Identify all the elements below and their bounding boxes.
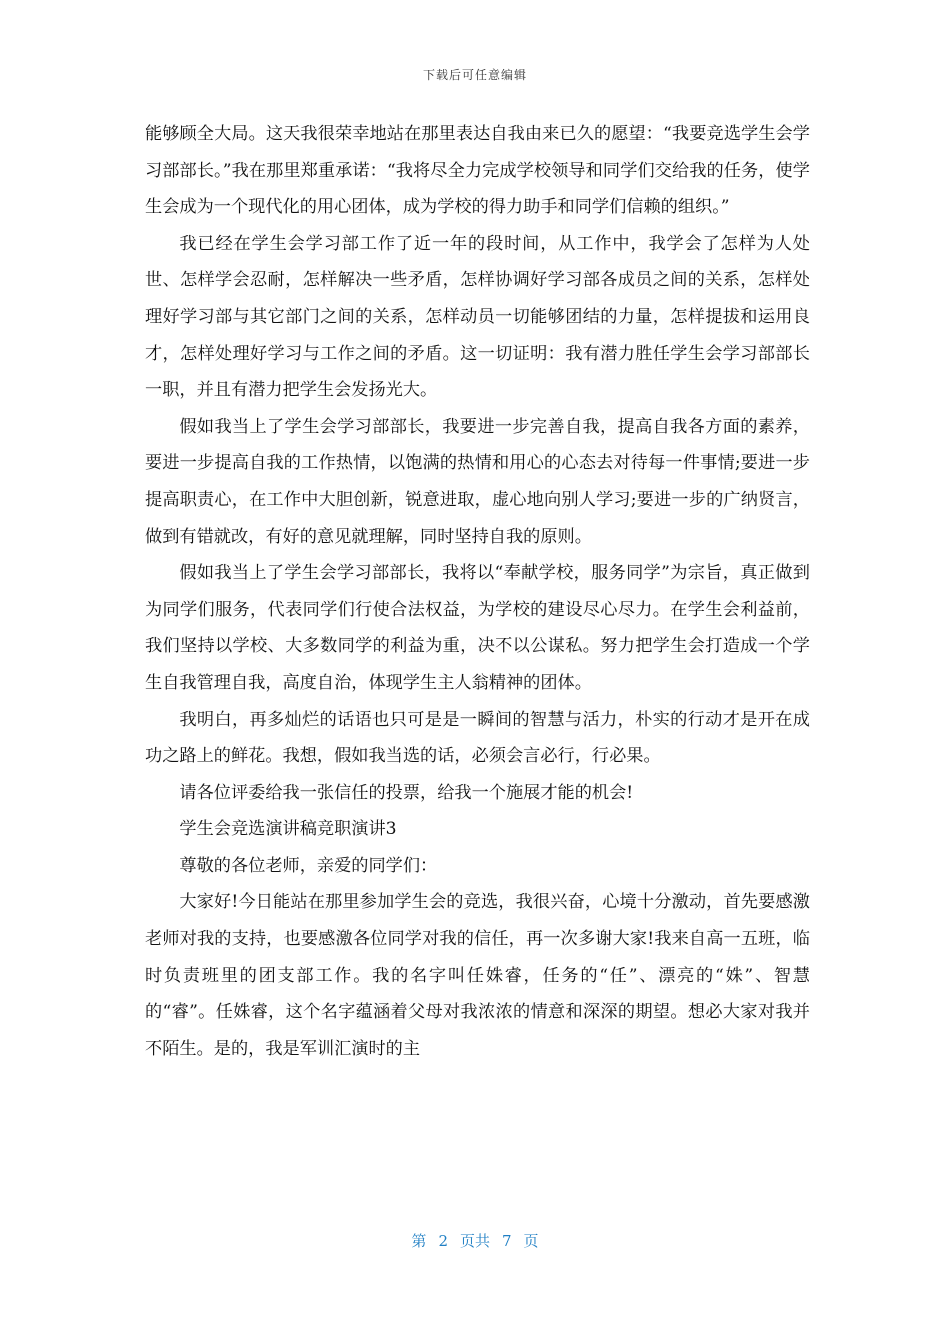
page-number-prefix: 第 [411,1232,427,1250]
page-number-total: 7 [502,1232,512,1250]
salutation: 尊敬的各位老师，亲爱的同学们： [179,855,438,876]
page-header: 下载后可任意编辑 [422,68,527,82]
paragraph-4: 假如我当上了学生会学习部部长，我将以“奉献学校，服务同学”为宗旨，真正做到为同学们服务，代表同学们行使合法权益，为学校的建设尽心尽力。在学生会利益前，我们坚持以学校、大多数同学的利益为重，决不以公谋私。努力把学生会打造成一个学生自我管理自我，高度自治，体现学生主人翁精神的团体。 [145,563,810,693]
paragraph-5: 我明白，再多灿烂的话语也只可是是一瞬间的智慧与活力，朴实的行动才是开在成功之路上的鲜花。我想，假如我当选的话，必须会言必行，行必果。 [145,709,810,767]
page-number-suffix: 页 [523,1232,539,1250]
page-number-current: 2 [438,1232,448,1250]
paragraph-2: 我已经在学生会学习部工作了近一年的段时间，从工作中，我学会了怎样为人处世、怎样学会忍耐，怎样解决一些矛盾，怎样协调好学习部各成员之间的关系，怎样处理好学习部与其它部门之间的关系，怎样动员一切能够团结的力量，怎样提拔和运用良才，怎样处理好学习与工作之间的矛盾。这一切证明：我有潜力胜任学生会学习部部长一职，并且有潜力把学生会发扬光大。 [145,233,810,401]
paragraph-9: 大家好!今日能站在那里参加学生会的竞选，我很兴奋，心境十分激动，首先要感激老师对我的支持，也要感激各位同学对我的信任，再一次多谢大家!我来自高一五班，临时负责班里的团支部工作。我的名字叫任姝睿，任务的“任”、漂亮的“姝”、智慧的“睿”。任姝睿，这个名字蕴涵着父母对我浓浓的情意和深深的期望。想必大家对我并不陌生。是的，我是军训汇演时的主 [145,892,810,1059]
paragraph-1: 能够顾全大局。这天我很荣幸地站在那里表达自我由来已久的愿望：“我要竞选学生会学习部部长。”我在那里郑重承诺：“我将尽全力完成学校领导和同学们交给我的任务，使学生会成为一个现代化的用心团体，成为学校的得力助手和同学们信赖的组织。” [145,124,810,218]
page-number [0,1230,950,1251]
section-title: 学生会竞选演讲稿竞职演讲3 [179,819,397,840]
page-number-middle: 页共 [459,1232,490,1250]
paragraph-6: 请各位评委给我一张信任的投票，给我一个施展才能的机会! [179,782,634,803]
paragraph-3: 假如我当上了学生会学习部部长，我要进一步完善自我，提高自我各方面的素养，要进一步提高自我的工作热情，以饱满的热情和用心的心态去对待每一件事情;要进一步提高职责心，在工作中大胆创新，锐意进取，虚心地向别人学习;要进一步的广纳贤言，做到有错就改，有好的意见就理解，同时坚持自我的原则。 [145,416,810,547]
document-body [145,116,810,1067]
